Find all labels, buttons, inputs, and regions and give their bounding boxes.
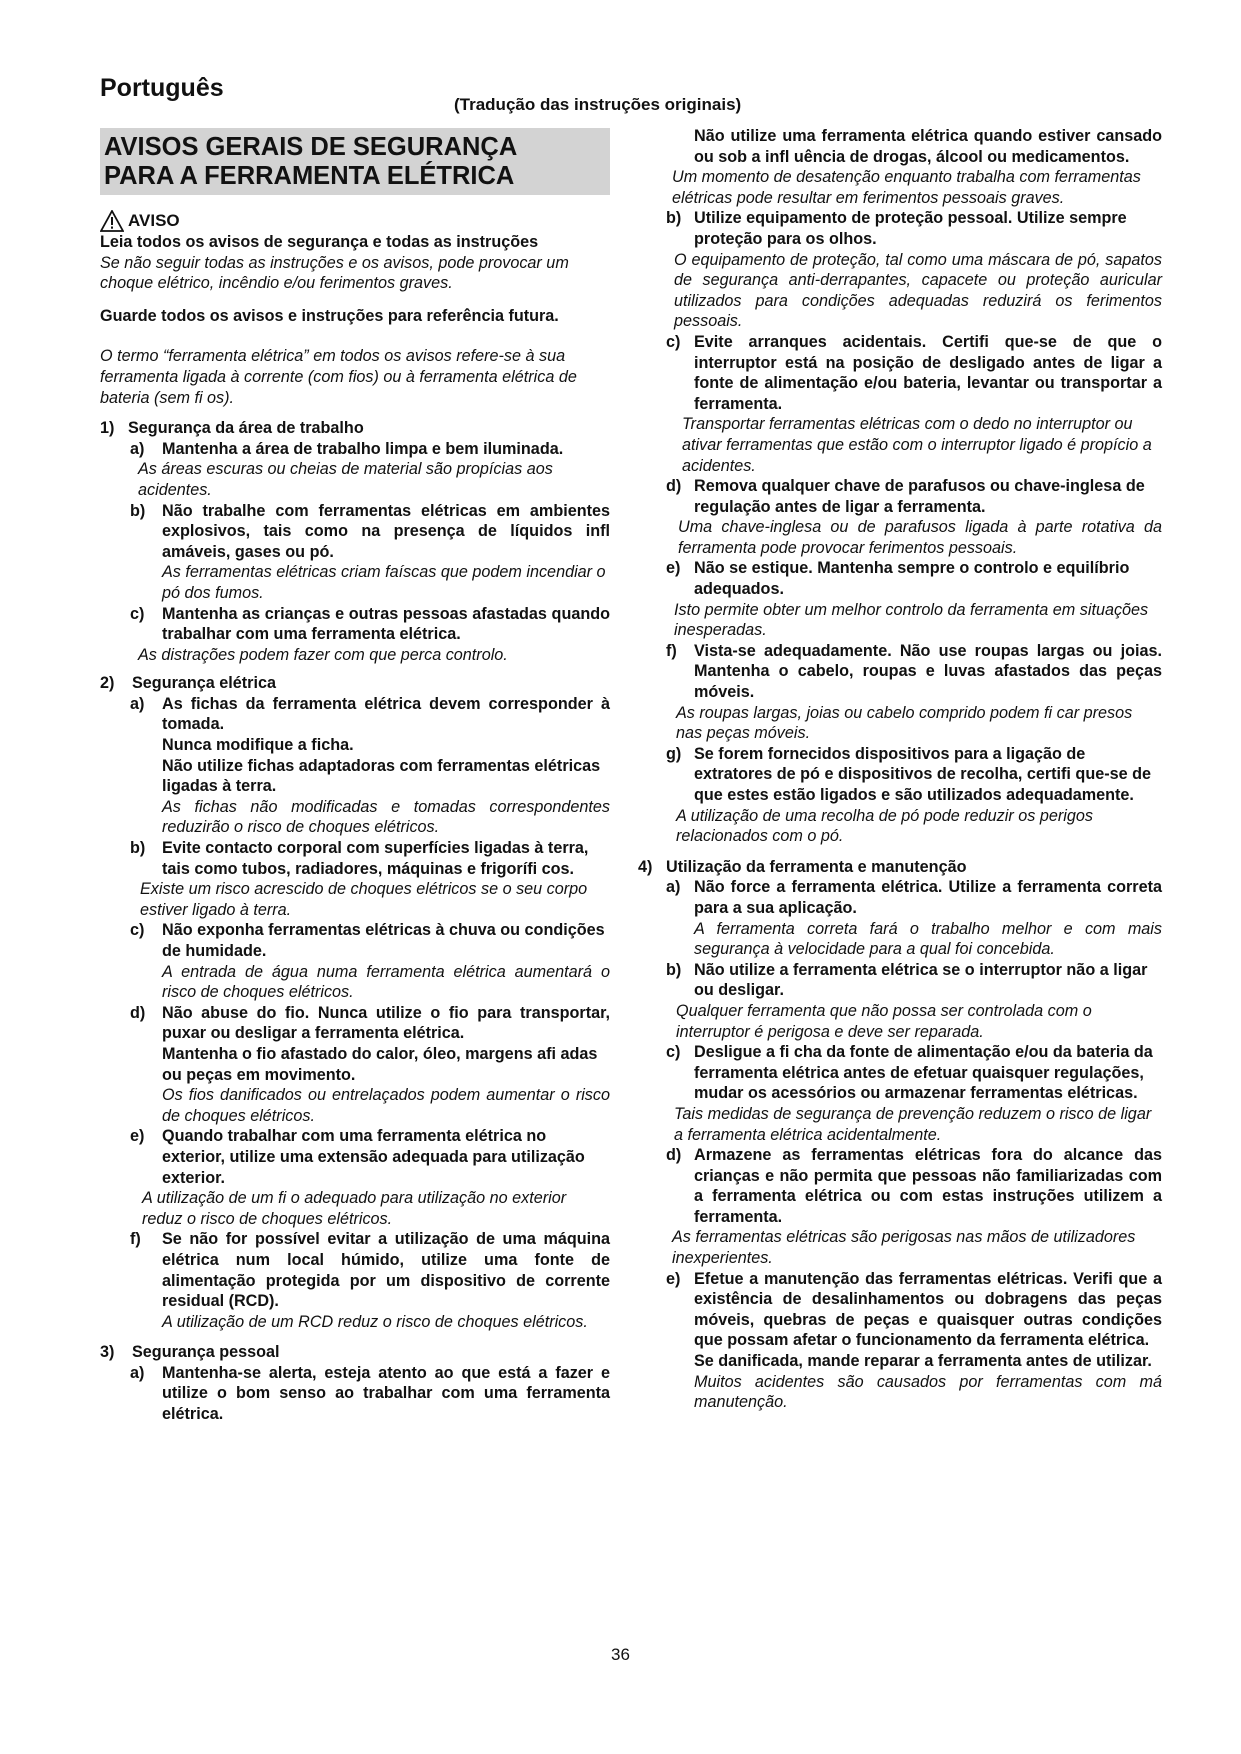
list-item <box>666 558 1162 599</box>
item-note: A ferramenta correta fará o trabalho melhor e com mais segurança à velocidade para a qual foi concebida. <box>694 919 1162 959</box>
language-title: Português <box>100 74 224 102</box>
item-label: b) <box>130 839 146 858</box>
item-text: Não exponha ferramentas elétricas à chuva ou condições de humidade. <box>162 921 605 960</box>
section-3-heading <box>100 1342 610 1363</box>
section-1-items <box>100 439 610 666</box>
list-item <box>666 332 1162 414</box>
warning-triangle-icon <box>100 210 124 232</box>
item-text: Armazene as ferramentas elétricas fora do alcance das crianças e não permita que pessoas não familiarizadas com a ferramenta elétrica ou com estas instruções utilizem a ferramenta. <box>694 1146 1162 1226</box>
item-label: g) <box>666 744 682 763</box>
item-text-3: Não utilize fichas adaptadoras com ferramentas elétricas ligadas à terra. <box>162 756 601 796</box>
list-item <box>666 744 1162 806</box>
list-item <box>130 838 610 879</box>
section-title: Segurança da área de trabalho <box>128 419 364 438</box>
aviso-label <box>100 210 610 232</box>
item-text: As fichas da ferramenta elétrica devem corresponder à tomada. <box>162 694 610 734</box>
section-number: 2) <box>100 674 115 693</box>
section-number: 3) <box>100 1343 115 1362</box>
item-note: Tais medidas de segurança de prevenção reduzem o risco de ligar a ferramenta elétrica acidentalmente. <box>674 1104 1152 1144</box>
item-label: b) <box>130 501 146 520</box>
banner-line-1: AVISOS GERAIS DE SEGURANÇA <box>104 133 518 161</box>
section-4-heading <box>638 857 1162 878</box>
item-label: e) <box>666 1269 681 1288</box>
item-text: Se forem fornecidos dispositivos para a ligação de extratores de pó e dispositivos de recolha, certifi que-se de que estes estão ligados e são utilizados adequadamente. <box>694 744 1151 804</box>
item-label: a) <box>130 694 145 713</box>
list-item <box>130 439 610 460</box>
item-text: Quando trabalhar com uma ferramenta elétrica no exterior, utilize uma extensão adequada para utilização exterior. <box>162 1127 585 1187</box>
item-text: Desligue a fi cha da fonte de alimentação e/ou da bateria da ferramenta elétrica antes de efetuar quaisquer regulações, mudar os acessórios ou armazenar ferramentas elétricas. <box>694 1043 1153 1103</box>
item-text: Evite arranques acidentais. Certifi que-se de que o interruptor está na posição de desligado antes de ligar a fonte de alimentação e/ou bateria, levantar ou transportar a ferramenta. <box>694 332 1162 413</box>
item-label: d) <box>666 1146 682 1165</box>
item-text: Mantenha-se alerta, esteja atento ao que está a fazer e utilize o bom senso ao trabalhar com uma ferramenta elétrica. <box>162 1363 610 1424</box>
aviso-text: Se não seguir todas as instruções e os avisos, pode provocar um choque elétrico, incêndio e/ou ferimentos graves. <box>100 253 569 293</box>
list-item <box>666 960 1162 1001</box>
translation-subtitle: (Tradução das instruções originais) <box>454 95 742 114</box>
section-number: 1) <box>100 419 115 438</box>
item-text: Não utilize a ferramenta elétrica se o interruptor não a ligar ou desligar. <box>694 960 1148 1000</box>
section-number: 4) <box>638 857 653 876</box>
item-text: Remova qualquer chave de parafusos ou chave-inglesa de regulação antes de ligar a ferramenta. <box>694 477 1145 516</box>
aviso-label-text: AVISO <box>128 210 180 230</box>
list-item <box>666 641 1162 703</box>
item-text: Utilize equipamento de proteção pessoal. Utilize sempre proteção para os olhos. <box>694 209 1127 248</box>
item-label: c) <box>130 604 145 623</box>
item-label: e) <box>130 1127 145 1146</box>
item-note: Transportar ferramentas elétricas com o dedo no interruptor ou ativar ferramentas que estão com o interruptor ligado é propício a acidentes. <box>682 415 1152 475</box>
item-label: c) <box>666 332 681 351</box>
banner-line-2: PARA A FERRAMENTA ELÉTRICA <box>104 162 515 190</box>
item-note: Isto permite obter um melhor controlo da ferramenta em situações inesperadas. <box>674 600 1149 640</box>
item-label: b) <box>666 209 682 228</box>
aviso-heading: Leia todos os avisos de segurança e todas as instruções <box>100 233 539 251</box>
item-note: As distrações podem fazer com que perca controlo. <box>138 645 508 664</box>
section-title: Segurança elétrica <box>132 674 276 693</box>
item-label: a) <box>130 439 145 458</box>
section-2-heading <box>100 673 610 694</box>
item-note: O equipamento de proteção, tal como uma máscara de pó, sapatos de segurança anti-derrapantes, capacete ou proteção auricular utilizados para condições adequadas reduzirá os ferimentos pessoais. <box>674 250 1162 331</box>
item-label: d) <box>666 477 682 496</box>
item-text: Mantenha as crianças e outras pessoas afastadas quando trabalhar com uma ferramenta elétrica. <box>162 604 610 644</box>
item-note: Uma chave-inglesa ou de parafusos ligada à parte rotativa da ferramenta pode provocar ferimentos pessoais. <box>678 518 1162 557</box>
item-text: Vista-se adequadamente. Não use roupas largas ou joias. Mantenha o cabelo, roupas e luvas afastados das peças móveis. <box>694 641 1162 702</box>
item-note: Os fios danificados ou entrelaçados podem aumentar o risco de choques elétricos. <box>162 1086 610 1125</box>
item-text: Se não for possível evitar a utilização de uma máquina elétrica num local húmido, utilize uma fonte de alimentação protegida por um dispositivo de corrente residual (RCD). <box>162 1230 610 1311</box>
list-item <box>130 1229 610 1332</box>
item-note: A entrada de água numa ferramenta elétrica aumentará o risco de choques elétricos. <box>162 962 610 1002</box>
item-note: As fichas não modificadas e tomadas correspondentes reduzirão o risco de choques elétricos. <box>162 797 610 837</box>
section-2-items <box>100 694 610 1332</box>
item-note: A utilização de uma recolha de pó pode reduzir os perigos relacionados com o pó. <box>676 806 1093 846</box>
section-1-heading <box>100 418 610 439</box>
item-label: a) <box>666 878 681 897</box>
item-label: e) <box>666 559 681 578</box>
item-label: c) <box>666 1043 681 1062</box>
section-banner <box>100 128 610 195</box>
item-label: d) <box>130 1003 146 1022</box>
item-note: As roupas largas, joias ou cabelo comprido podem fi car presos nas peças móveis. <box>676 703 1133 743</box>
item-text: Não trabalhe com ferramentas elétricas em ambientes explosivos, tais como na presença de líquidos infl amáveis, gases ou pó. <box>162 501 610 561</box>
list-item <box>130 1003 610 1127</box>
item-note: As áreas escuras ou cheias de material são propícias aos acidentes. <box>138 460 553 499</box>
list-item <box>666 877 1162 959</box>
item-note: Um momento de desatenção enquanto trabalha com ferramentas elétricas pode resultar em ferimentos pessoais graves. <box>672 168 1141 207</box>
item-label: a) <box>130 1363 145 1382</box>
item-text: Não se estique. Mantenha sempre o controlo e equilíbrio adequados. <box>694 559 1130 599</box>
list-item <box>666 1042 1162 1104</box>
list-item <box>130 604 610 645</box>
list-item <box>666 476 1162 517</box>
item-text-2: Se danificada, mande reparar a ferramenta antes de utilizar. <box>694 1352 1152 1371</box>
item-text: Não force a ferramenta elétrica. Utilize a ferramenta correta para a sua aplicação. <box>694 878 1162 917</box>
item-note: A utilização de um RCD reduz o risco de choques elétricos. <box>162 1312 588 1331</box>
item-note: Qualquer ferramenta que não possa ser controlada com o interruptor é perigosa e deve ser reparada. <box>676 1001 1092 1041</box>
right-column <box>638 126 1162 1413</box>
list-item <box>130 694 610 838</box>
item-label: b) <box>666 960 682 979</box>
list-item <box>666 208 1162 249</box>
section-3-items-left <box>100 1363 610 1425</box>
list-item <box>666 1269 1162 1413</box>
item-note: Muitos acidentes são causados por ferramentas com má manutenção. <box>694 1372 1162 1412</box>
item-text: Mantenha a área de trabalho limpa e bem iluminada. <box>162 439 564 458</box>
termo-text: O termo “ferramenta elétrica” em todos os avisos refere-se à sua ferramenta ligada à corrente (com fios) ou à ferramenta elétrica de bateria (sem fi os). <box>100 347 577 407</box>
item-label: f) <box>130 1230 141 1249</box>
item-text: Não abuse do fio. Nunca utilize o fio para transportar, puxar ou desligar a ferramenta elétrica. <box>162 1003 610 1043</box>
list-item <box>130 501 610 604</box>
guarde-text: Guarde todos os avisos e instruções para referência futura. <box>100 306 559 325</box>
item-label: f) <box>666 641 677 660</box>
item-label: c) <box>130 921 145 940</box>
item-text-2: Nunca modifique a ficha. <box>162 736 354 755</box>
item-note: Existe um risco acrescido de choques elétricos se o seu corpo estiver ligado à terra. <box>140 880 588 919</box>
item-text: Efetue a manutenção das ferramentas elétricas. Verifi que a existência de desalinhamentos ou dobragens das peças móveis, quebras de peças e quaisquer outras condições que possam afetar o funcionamento da ferramenta elétrica. <box>694 1269 1162 1350</box>
item-text-2: Mantenha o fio afastado do calor, óleo, margens afi adas ou peças em movimento. <box>162 1044 598 1084</box>
list-item <box>130 1126 610 1188</box>
section-title: Segurança pessoal <box>132 1343 280 1362</box>
left-column <box>100 210 610 1425</box>
item-text-2: Não utilize uma ferramenta elétrica quando estiver cansado ou sob a infl uência de drogas, álcool ou medicamentos. <box>694 127 1162 166</box>
section-title: Utilização da ferramenta e manutenção <box>666 857 967 876</box>
list-item <box>130 920 610 1002</box>
item-note: A utilização de um fi o adequado para utilização no exterior reduz o risco de choques elétricos. <box>142 1189 567 1228</box>
list-item <box>130 1363 610 1425</box>
page-number: 36 <box>611 1645 630 1664</box>
item-text: Evite contacto corporal com superfícies ligadas à terra, tais como tubos, radiadores, máquinas e frigorífi cos. <box>162 839 589 878</box>
item-note: As ferramentas elétricas são perigosas nas mãos de utilizadores inexperientes. <box>672 1228 1136 1268</box>
list-item <box>666 1145 1162 1227</box>
item-note: As ferramentas elétricas criam faíscas que podem incendiar o pó dos fumos. <box>162 563 606 602</box>
